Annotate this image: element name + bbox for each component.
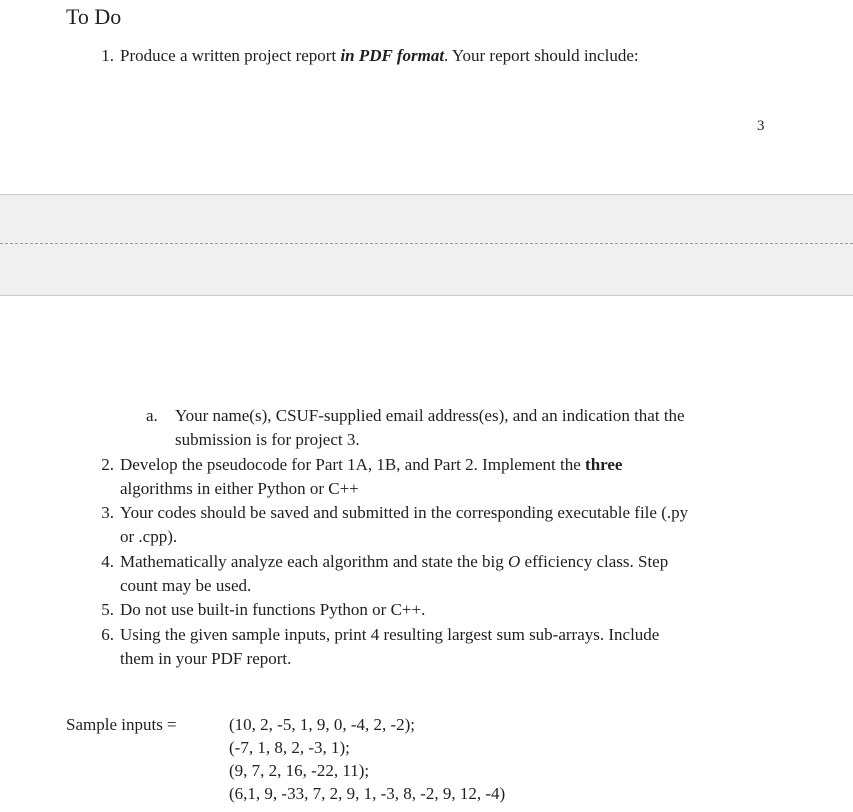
item-3-line-2: or .cpp). [120,527,178,546]
item-4-big-o: O [508,552,521,571]
item-2-number: 2. [101,455,114,474]
item-6-number: 6. [101,625,114,644]
item-1a-line-2: submission is for project 3. [175,430,360,449]
sample-input-3: (9, 7, 2, 16, -22, 11); [229,761,370,780]
item-4-line-1: Mathematically analyze each algorithm and state the big O efficiency class. Step [120,552,669,571]
sample-input-1: (10, 2, -5, 1, 9, 0, -4, 2, -2); [229,715,416,734]
item-1-text: Produce a written project report in PDF format. Your report should include: [120,46,639,65]
item-6-line-2: them in your PDF report. [120,649,292,668]
page-heading: To Do [66,4,122,29]
item-2-bold-word: three [585,455,623,474]
item-2-line-1: Develop the pseudocode for Part 1A, 1B, and Part 2. Implement the three [120,455,623,474]
sample-input-2: (-7, 1, 8, 2, -3, 1); [229,738,350,757]
item-6-line-1: Using the given sample inputs, print 4 resulting largest sum sub-arrays. Include [120,625,660,644]
page-number: 3 [757,118,765,134]
item-5-line-1: Do not use built-in functions Python or C++. [120,600,426,619]
sample-input-4: (6,1, 9, -33, 7, 2, 9, 1, -3, 8, -2, 9, 12, -4) [229,784,506,803]
page-break-line [0,243,853,244]
page-break-gap [0,194,853,296]
item-2-line-2: algorithms in either Python or C++ [120,479,359,498]
item-4-line-2: count may be used. [120,576,252,595]
item-1a-letter: a. [146,406,158,425]
item-1-number: 1. [101,46,114,65]
item-1-emphasis: in PDF format [340,46,445,65]
item-4-number: 4. [101,552,114,571]
item-5-number: 5. [101,600,114,619]
sample-inputs-label: Sample inputs = [66,715,177,734]
item-3-number: 3. [101,503,114,522]
item-1a-line-1: Your name(s), CSUF-supplied email address(es), and an indication that the [175,406,685,425]
item-3-line-1: Your codes should be saved and submitted in the corresponding executable file (.py [120,503,689,522]
